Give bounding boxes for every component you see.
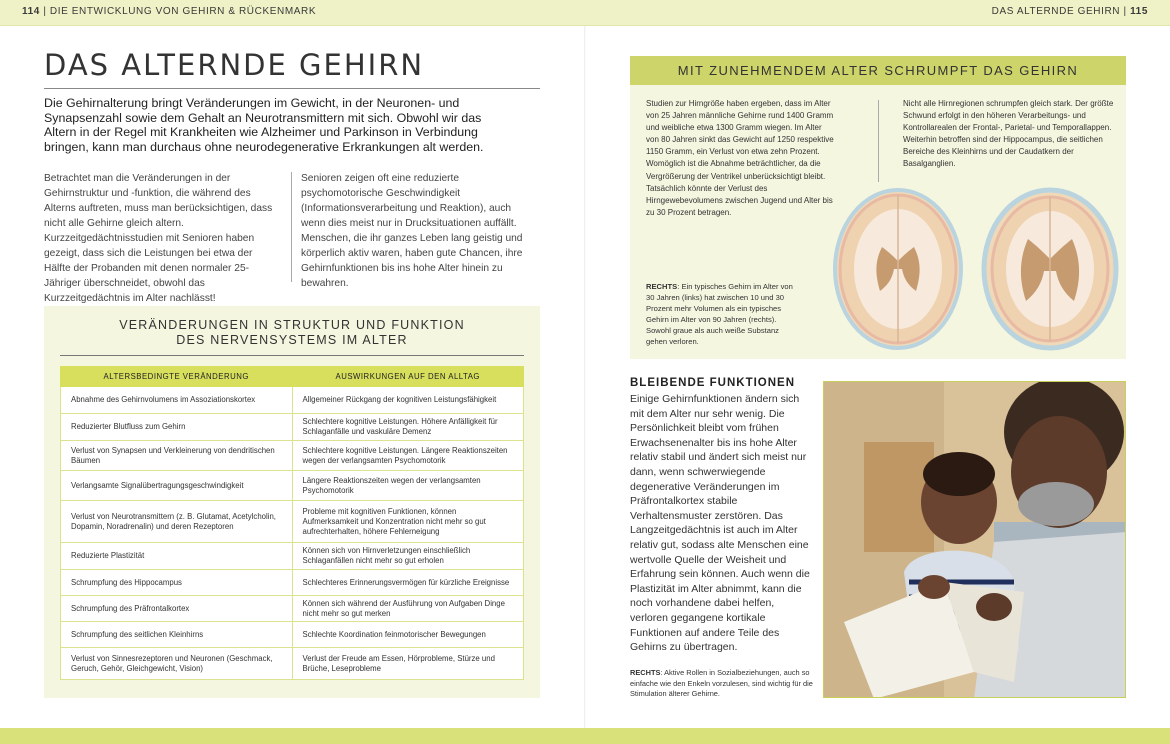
young-brain-illustration [835, 190, 961, 348]
right-page-number: 115 [1130, 6, 1148, 17]
brain-comparison-illustration [828, 184, 1124, 354]
body-column-2: Senioren zeigen oft eine reduzierte psychomotorische Geschwindigkeit (Informationsverarbeitung und Reaktion), auch wenn dies meist nur in Drucksituationen auffällt. Menschen, die ihr ganzes Leben lang geistig und körperlich aktiv waren, haben gute Chancen, ihre Gehirnfunktionen bis ins hohe Alter hinein zu bewahren. [301, 173, 523, 289]
table-row [61, 596, 524, 622]
table-title-line-1: VERÄNDERUNGEN IN STRUKTUR UND FUNKTION [119, 318, 465, 332]
caption-text: : Ein typisches Gehirn im Alter von 30 Jahren (links) hat zwischen 10 und 30 Prozent mehr Volumen als ein typisches Gehirn im Alter von 90 Jahren (rechts). Sowohl graue als auch weiße Substanz gehen verloren. [646, 282, 793, 346]
footer-bar [0, 728, 1170, 744]
brain-shrink-banner: MIT ZUNEHMENDEM ALTER SCHRUMPFT DAS GEHIRN [630, 56, 1126, 85]
change-cell: Verlust von Synapsen und Verkleinerung von dendritischen Bäumen [61, 441, 293, 471]
right-chapter-title: DAS ALTERNDE GEHIRN [991, 6, 1121, 17]
intro-paragraph: Die Gehirnalterung bringt Veränderungen im Gewicht, in der Neuronen- und Synapsenzahl sowie dem Gehalt an Neurotransmittern mit sich. Obwohl wir das Altern in der Regel mit Krankheiten wie Alzheimer und Parkinson in Verbindung bringen, kann man durchaus ohne neurodegenerative Erkrankungen alt werden. [44, 96, 484, 154]
brain-figure-caption [646, 281, 796, 347]
brain-size-text: Studien zur Hirngröße haben ergeben, dass im Alter von 25 Jahren männliche Gehirne rund 1400 Gramm und weibliche etwa 1300 Gramm wiegen. Im Alter von 80 Jahren sinkt das Gewicht auf 1250 respektive 1150 Gramm, ein Verlust von etwa zehn Prozent. Womöglich ist die Abnahme beträchtlicher, da die Vergrößerung der Ventrikel unberücksichtigt bleibt. Tatsächlich könnte der Verlust des Hirngewebevolumens zwischen Jugend und Alter bis zu 30 Prozent betragen. [646, 99, 834, 217]
table-row [61, 570, 524, 596]
effect-cell: Schlechtere kognitive Leistungen. Höhere Anfälligkeit für Schlaganfälle und vaskuläre Demenz [292, 414, 524, 441]
change-cell: Reduzierter Blutfluss zum Gehirn [61, 414, 293, 441]
old-brain-illustration [984, 190, 1116, 348]
change-cell: Schrumpfung des Präfrontalkortex [61, 596, 293, 622]
changes-table-box [44, 306, 540, 698]
effect-cell: Können sich während der Ausführung von Aufgaben Dinge nicht mehr so gut merken [292, 596, 524, 622]
effect-cell: Schlechte Koordination feinmotorischer Bewegungen [292, 622, 524, 648]
table-row [61, 471, 524, 501]
table-row [61, 648, 524, 680]
left-running-head: 114 | DIE ENTWICKLUNG VON GEHIRN & RÜCKENMARK [22, 6, 317, 17]
effect-cell: Können sich von Hirnverletzungen einschließlich Schlaganfällen nicht mehr so gut erholen [292, 543, 524, 570]
change-cell: Abnahme des Gehirnvolumens im Assoziationskortex [61, 387, 293, 414]
body-column-1: Betrachtet man die Veränderungen in der Gehirnstruktur und -funktion, die während des Alterns auftreten, muss man berücksichtigen, dass nicht alle Gehirne gleich altern. Kurzzeitgedächtnisstudien mit Senioren haben gezeigt, dass sich die Leistungen bei etwa der Hälfte der Probanden mit denen normaler 25-Jähriger überschneidet, obwohl das Kurzzeitgedächtnis im Alter nachlässt! [44, 173, 273, 304]
column-header-effect: AUSWIRKUNGEN AUF DEN ALLTAG [292, 367, 524, 387]
table-row [61, 501, 524, 543]
aging-changes-table [60, 366, 524, 680]
effect-cell: Schlechteres Erinnerungsvermögen für kürzliche Ereignisse [292, 570, 524, 596]
table-row [61, 543, 524, 570]
left-page-number: 114 [22, 6, 40, 17]
change-cell: Schrumpfung des seitlichen Kleinhirns [61, 622, 293, 648]
caption-label: RECHTS [646, 282, 678, 291]
book-gutter [584, 26, 586, 728]
table-title-line-2: DES NERVENSYSTEMS IM ALTER [176, 333, 408, 347]
effect-cell: Verlust der Freude am Essen, Hörprobleme, Stürze und Brüche, Leseprobleme [292, 648, 524, 680]
column-divider [291, 172, 292, 282]
change-cell: Verlust von Sinnesrezeptoren und Neuronen (Geschmack, Geruch, Gehör, Gleichgewicht, Vision) [61, 648, 293, 680]
right-running-head: DAS ALTERNDE GEHIRN | 115 [991, 6, 1148, 17]
photo-illustration [824, 382, 1126, 698]
grandfather-reading-photo [823, 381, 1126, 698]
change-cell: Reduzierte Plastizität [61, 543, 293, 570]
effect-cell: Allgemeiner Rückgang der kognitiven Leistungsfähigkeit [292, 387, 524, 414]
table-row [61, 414, 524, 441]
photo-caption [630, 668, 815, 700]
lasting-functions-text: Einige Gehirnfunktionen ändern sich mit dem Alter nur sehr wenig. Die Persönlichkeit bleibt vom frühen Erwachsenenalter bis ins hohe Alter relativ stabil und ändert sich meist nur dann, wenn schwerwiegende degenerative Veränderungen im Präfrontalkortex stabile Verhaltensmuster zerstören. Das Langzeitgedächtnis ist auch im Alter relativ gut, sodass alte Menschen eine wertvolle Quelle der Weisheit und Erfahrung sein können. Auch wenn die Plastizität im Alter abnimmt, kann die noch vorhandene dabei helfen, verloren gegangene kortikale Funktionen auf andere Teile des Gehirns zu übertragen. [630, 393, 810, 654]
effect-cell: Probleme mit kognitiven Funktionen, können Aufmerksamkeit und Konzentration nicht mehr so gut aufrechterhalten, höhere Fehlerneigung [292, 501, 524, 543]
panel-column-divider [878, 100, 879, 182]
page-title: DAS ALTERNDE GEHIRN [44, 48, 425, 82]
section-subheading: BLEIBENDE FUNKTIONEN [630, 377, 796, 389]
table-box-title [44, 318, 540, 348]
left-chapter-title: DIE ENTWICKLUNG VON GEHIRN & RÜCKENMARK [49, 6, 317, 17]
table-title-divider [60, 355, 524, 356]
caption-text: : Aktive Rollen in Sozialbeziehungen, auch so einfache wie den Enkeln vorzulesen, sind wichtig für die Stimulation älterer Gehirne. [630, 668, 813, 698]
column-header-change: ALTERSBEDINGTE VERÄNDERUNG [61, 367, 293, 387]
table-row [61, 622, 524, 648]
effect-cell: Längere Reaktionszeiten wegen der verlangsamten Psychomotorik [292, 471, 524, 501]
effect-cell: Schlechtere kognitive Leistungen. Längere Reaktionszeiten wegen der verlangsamten Psychomotorik [292, 441, 524, 471]
caption-label: RECHTS [630, 668, 661, 677]
change-cell: Verlangsamte Signalübertragungsgeschwindigkeit [61, 471, 293, 501]
table-row [61, 387, 524, 414]
title-divider [44, 88, 540, 89]
running-header [0, 0, 1170, 26]
brain-regions-text: Nicht alle Hirnregionen schrumpfen gleich stark. Der größte Schwund erfolgt in den höheren Verarbeitungs- und Kontrollarealen der Frontal-, Parietal- und Temporallappen. Weiterhin betroffen sind der Hippocampus, die seitlichen Bereiche des Kleinhirns und der Caudatkern der Basalganglien. [903, 99, 1114, 169]
change-cell: Schrumpfung des Hippocampus [61, 570, 293, 596]
table-row [61, 441, 524, 471]
change-cell: Verlust von Neurotransmittern (z. B. Glutamat, Acetylcholin, Dopamin, Noradrenalin) und deren Rezeptoren [61, 501, 293, 543]
